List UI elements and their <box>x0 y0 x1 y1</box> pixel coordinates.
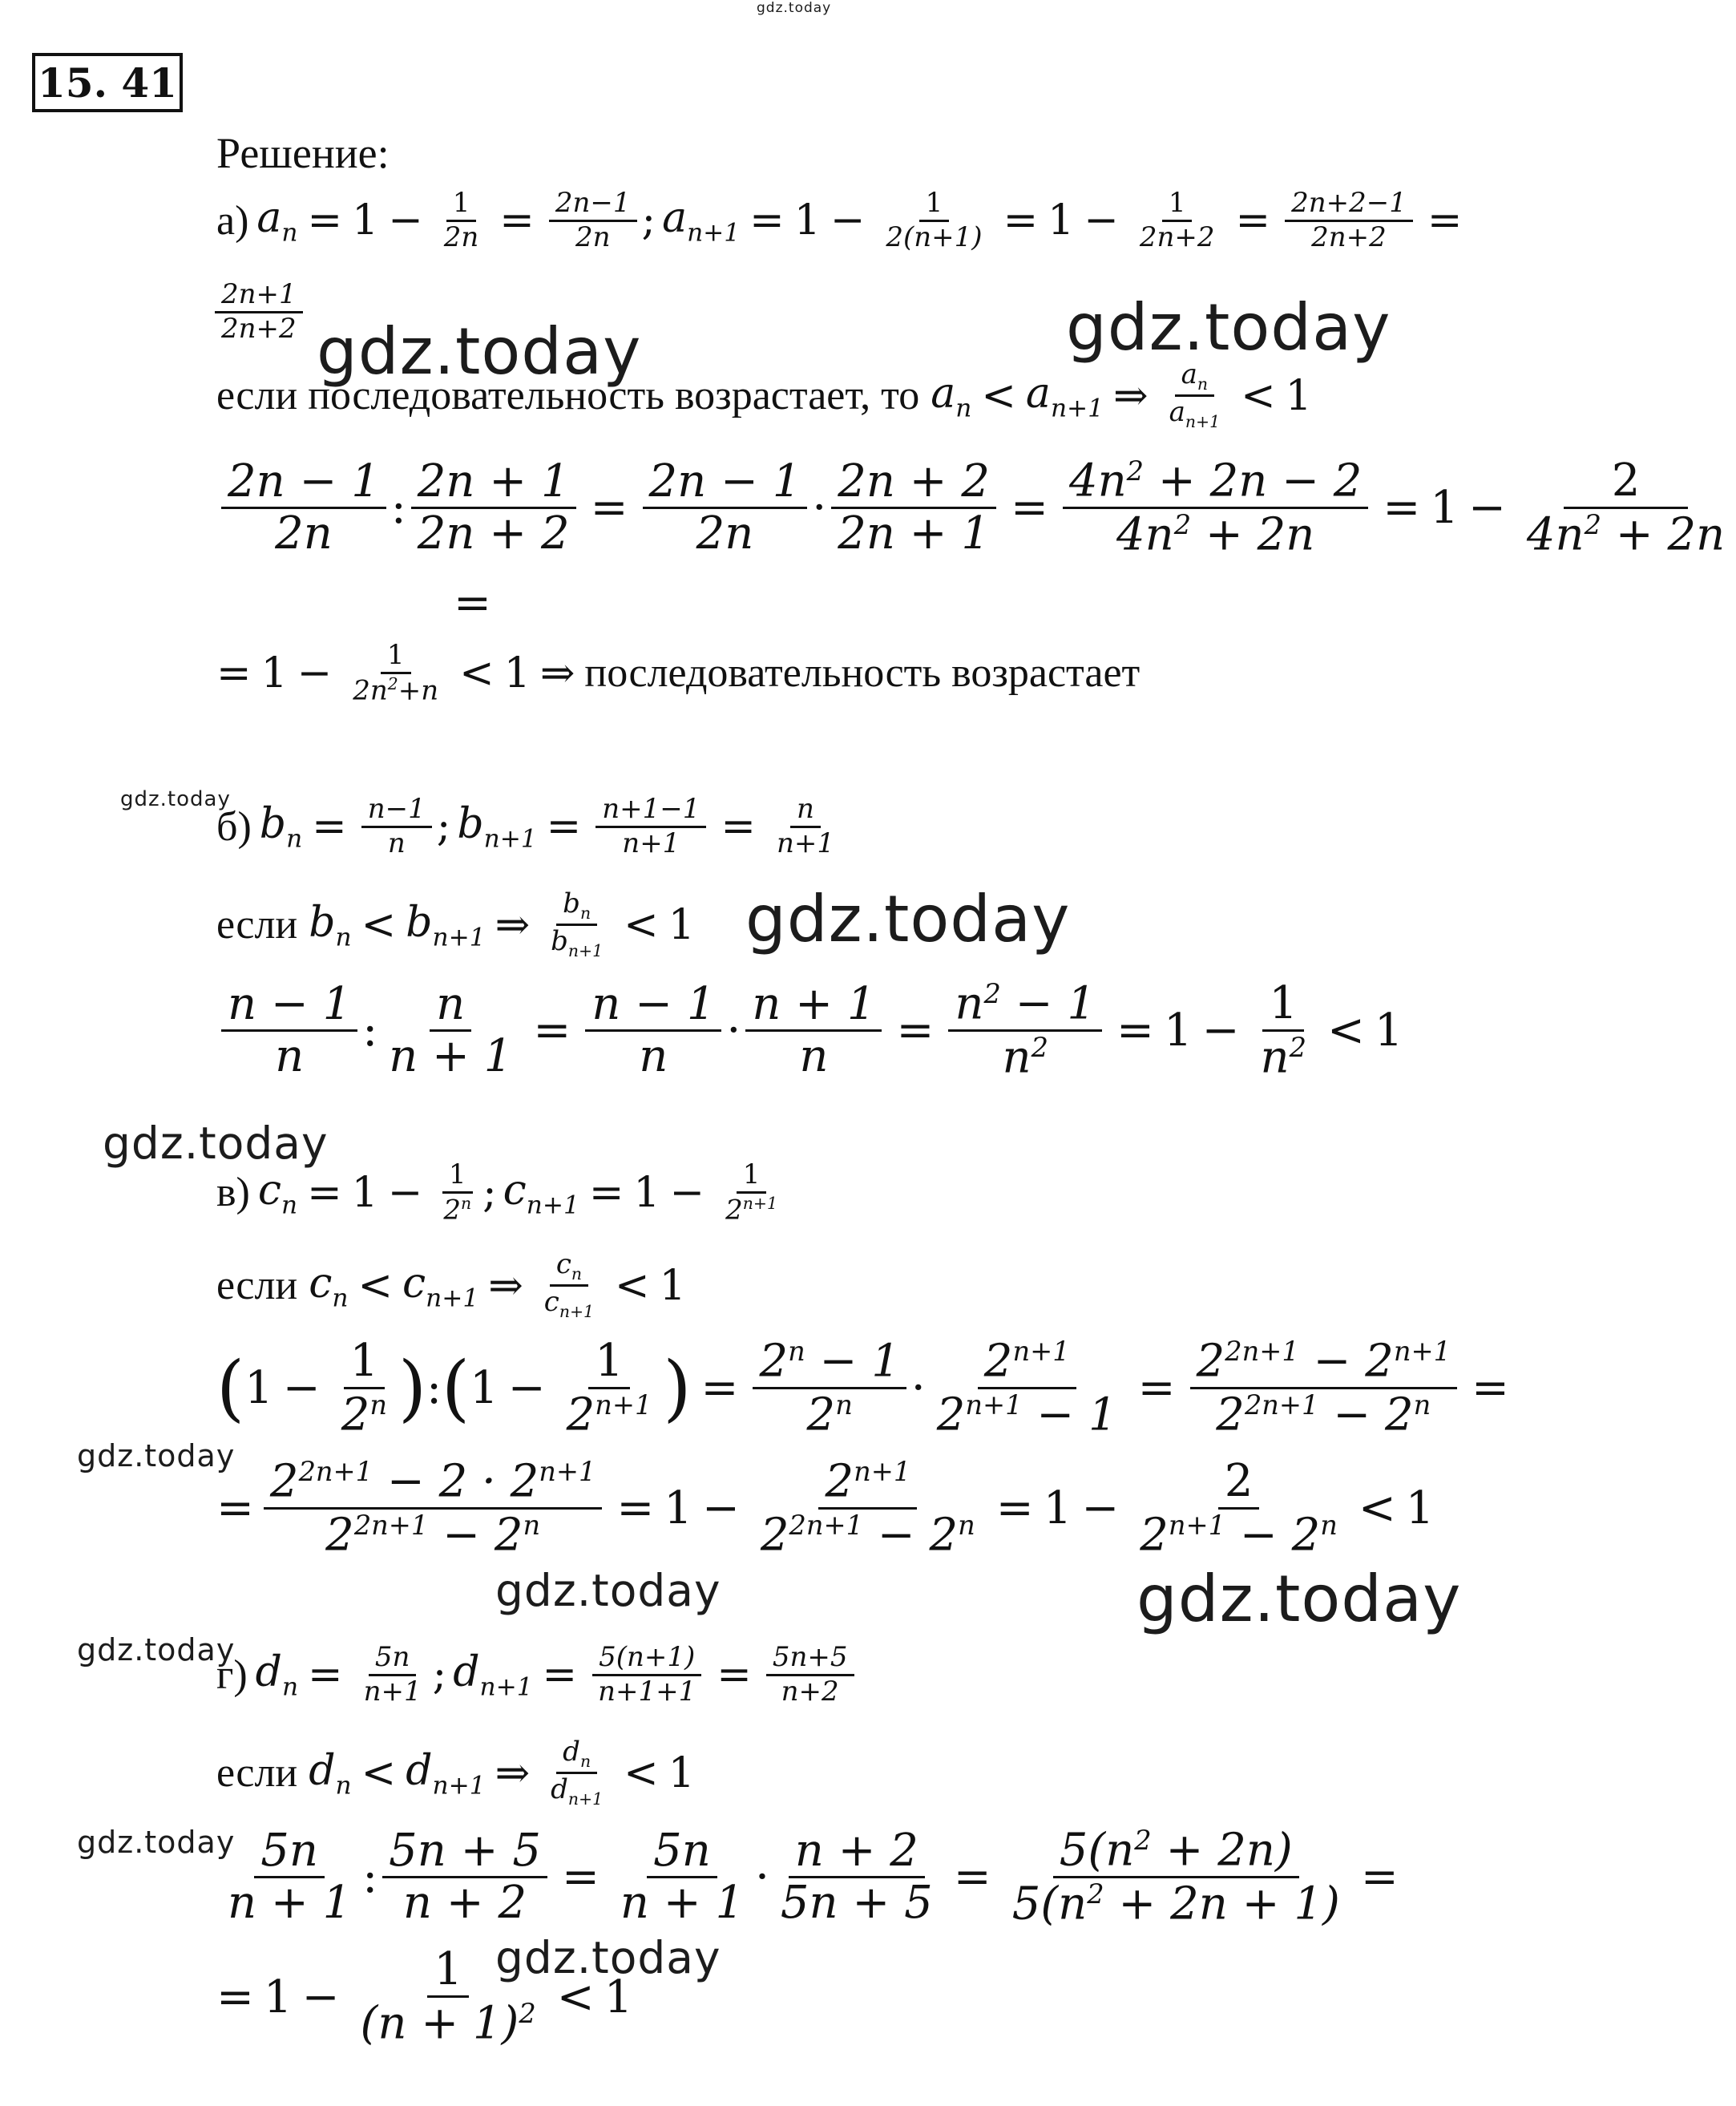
part-b-line-1: б) $b_n$ = $\frac{n-1}{n}$ ; $b_{n+1}$ = $\frac{n+1-1}{n+1}$ = $\frac{n}{n+1}$ <box>216 793 834 859</box>
part-b-line-3: $\frac{n - 1}{n}$ : $\frac{n}{n + 1}$ = $\frac{n - 1}{n}$ · $\frac{n + 1}{n}$ = $\frac{n^2 - 1}{n^2}$ = 1 − $\frac{1}{n^2}$ < 1 <box>216 980 1403 1082</box>
watermark: gdz.today <box>495 1565 721 1616</box>
part-c-line-2: если $c_n$ < $c_{n+1}$ ⇒ $\frac{c_n}{c_{n+1}}$ < 1 <box>216 1248 686 1322</box>
part-c-line-3: ( 1 − $\frac{1}{2^n}$ ) : ( 1 − $\frac{1}{2^{n+1}}$ ) = $\frac{2^n - 1}{2^n}$ · $\frac{2^{n+1}}{2^{n+1} - 1}$ = $\frac{2^{2n+1} - 2^{n+1}}{2^{2n+1} - 2^n}$ = <box>216 1334 1509 1442</box>
part-c-if: если <box>216 1263 298 1309</box>
watermark: gdz.today <box>1136 1562 1462 1636</box>
part-a-equals: = <box>454 577 491 629</box>
watermark: gdz.today <box>495 1932 721 1983</box>
watermark: gdz.today <box>1066 290 1391 365</box>
watermark: gdz.today <box>317 314 642 389</box>
part-a-conclusion: последовательность возрастает <box>584 650 1141 697</box>
part-b-label: б) <box>216 803 252 850</box>
part-d-line-4: = 1 − $\frac{1}{(n + 1)^2}$ < 1 <box>216 1943 633 2050</box>
part-a-line-1b: $\frac{2n+1}{2n+2}$ <box>210 281 308 343</box>
part-c-label: в) <box>216 1170 250 1216</box>
part-a-line-4: = 1 − $\frac{1}{2n^2+n}$ < 1 ⇒ последовательность возрастает <box>216 639 1141 707</box>
watermark: gdz.today <box>77 1438 236 1473</box>
watermark: gdz.today <box>745 882 1071 956</box>
part-d-line-2: если $d_n$ < $d_{n+1}$ ⇒ $\frac{d_n}{d_{n+1}}$ < 1 <box>216 1736 695 1809</box>
part-d-line-3: $\frac{5n}{n + 1}$ : $\frac{5n + 5}{n + 2}$ = $\frac{5n}{n + 1}$ · $\frac{n + 2}{5n + 5}$ = $\frac{5(n^2 + 2n)}{5(n^2 + 2n + 1)}$ = <box>228 1824 1399 1931</box>
part-d-if: если <box>216 1750 298 1797</box>
part-b-if: если <box>216 902 298 948</box>
watermark: gdz.today <box>77 1825 236 1860</box>
part-a-line-2: если последовательность возрастает, то $a_n$ < $a_{n+1}$ ⇒ $\frac{a_n}{a_{n+1}}$ < 1 <box>216 358 1312 432</box>
watermark: gdz.today <box>103 1118 329 1169</box>
part-a-line-3: $\frac{2n - 1}{2n}$ : $\frac{2n + 1}{2n + 2}$ = $\frac{2n - 1}{2n}$ · $\frac{2n + 2}{2n + 1}$ = $\frac{4n^2 + 2n - 2}{4n^2 + 2n}$ = 1 − $\frac{2}{4n^2 + 2n}$ <box>216 457 1736 560</box>
solution-heading: Решение: <box>216 129 390 177</box>
watermark: gdz.today <box>120 787 231 811</box>
problem-number: 15. 41 <box>32 53 183 112</box>
part-a-condition-text: если последовательность возрастает, то <box>216 373 920 419</box>
part-a-label: а) <box>216 197 249 244</box>
header-watermark: gdz.today <box>757 0 832 16</box>
watermark: gdz.today <box>77 1632 236 1667</box>
part-c-line-1: в) $c_n$ = 1 − $\frac{1}{2^n}$ ; $c_{n+1}$ = 1 − $\frac{1}{2^{n+1}}$ <box>216 1158 777 1227</box>
part-b-line-2: если $b_n$ < $b_{n+1}$ ⇒ $\frac{b_n}{b_{n+1}}$ < 1 <box>216 887 695 961</box>
part-a-line-1: а) $a_n$ = 1 − $\frac{1}{2n}$ = $\frac{2n-1}{2n}$ ; $a_{n+1}$ = 1 − $\frac{1}{2(n+1)}$ = 1 − $\frac{1}{2n+2}$ = $\frac{2n+2-1}{2n+2}$ = <box>216 187 1463 253</box>
part-d-line-1: г) $d_n$ = $\frac{5n}{n+1}$ ; $d_{n+1}$ = $\frac{5(n+1)}{n+1+1}$ = $\frac{5n+5}{n+2}$ <box>216 1643 859 1706</box>
part-d-label: г) <box>216 1651 248 1698</box>
part-c-line-4: = $\frac{2^{2n+1} - 2 \cdot 2^{n+1}}{2^{2n+1} - 2^n}$ = 1 − $\frac{2^{n+1}}{2^{2n+1} - 2^n}$ = 1 − $\frac{2}{2^{n+1} - 2^n}$ < 1 <box>216 1454 1435 1562</box>
